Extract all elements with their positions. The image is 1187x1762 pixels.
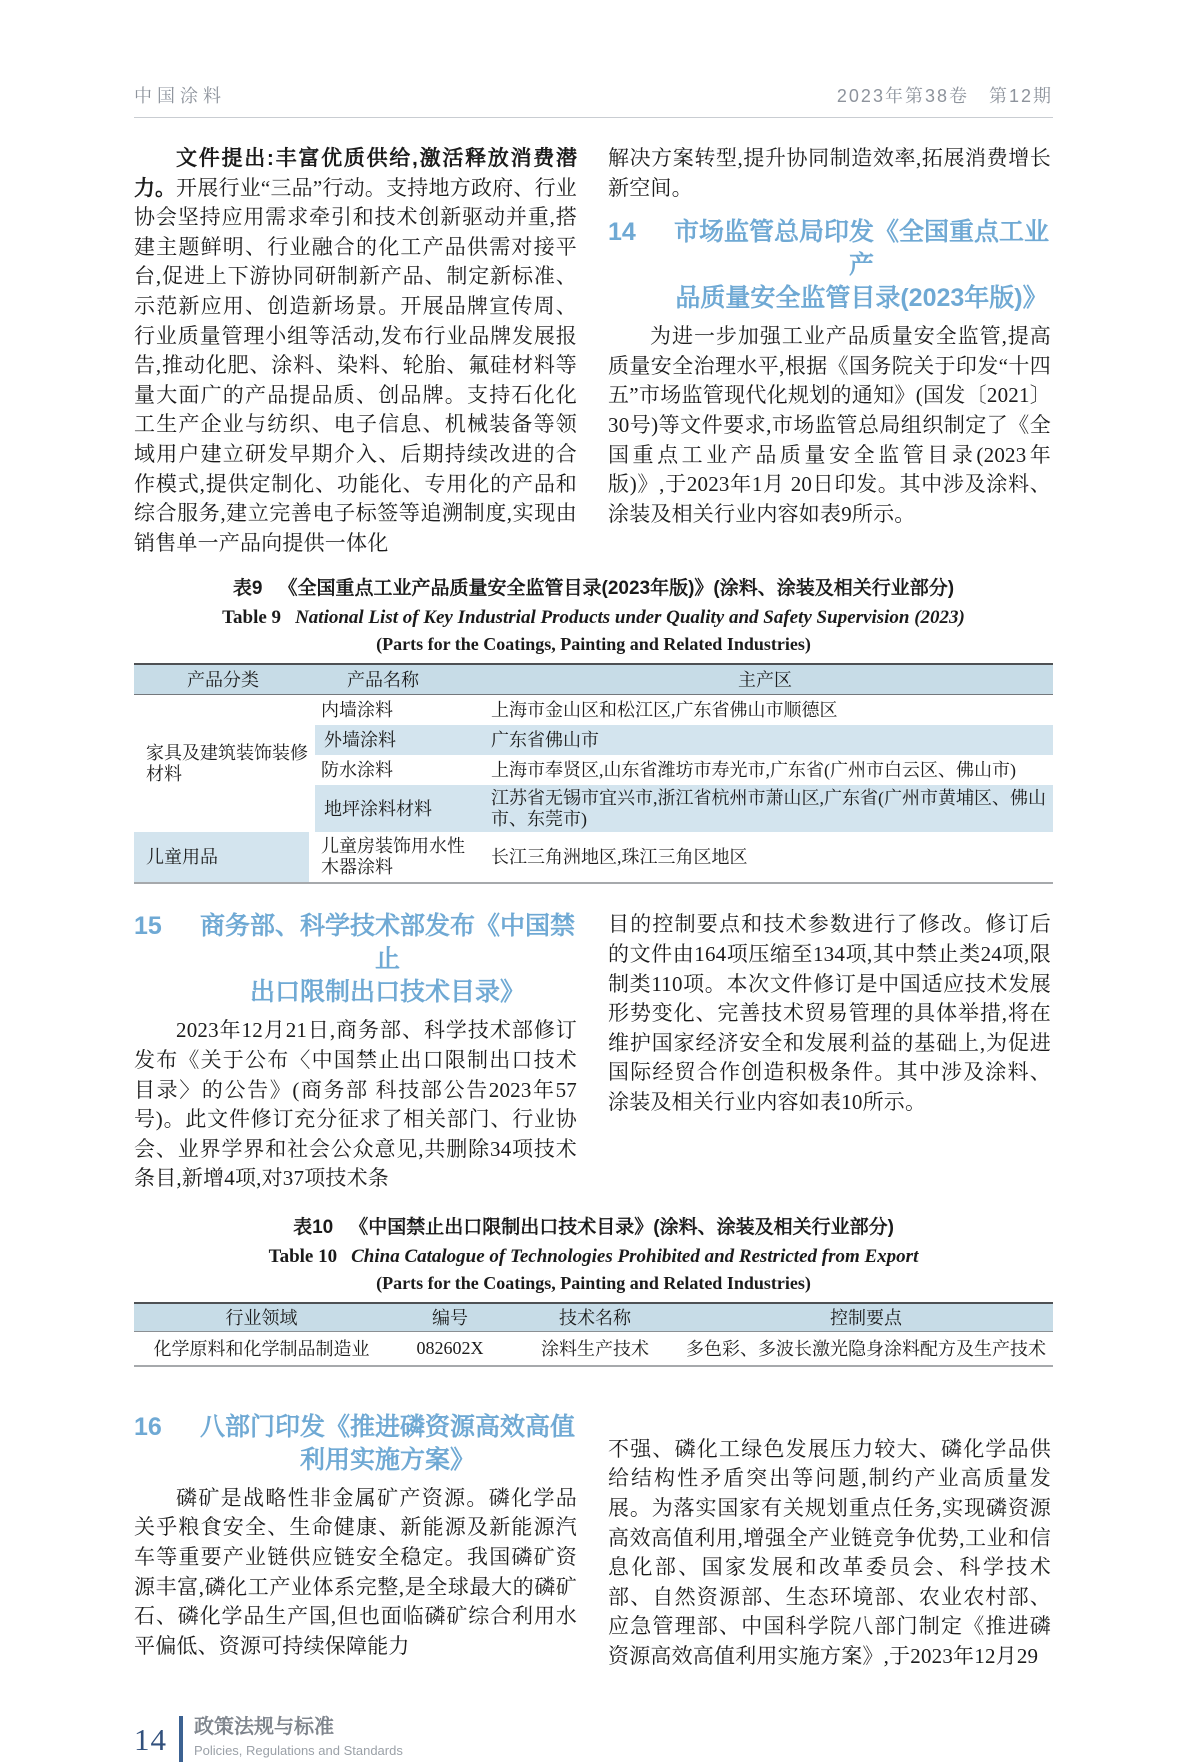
section14-title-line2: 品质量安全监管目录(2023年版)》 [675,284,1048,313]
table10-caption-cn-text: 《中国禁止出口限制出口技术目录》(涂料、涂装及相关行业部分) [349,1216,894,1238]
table10-header-code: 编号 [389,1304,511,1332]
intro-paragraph-left [134,144,577,558]
intro-paragraph-left-rest: 开展行业“三品”行动。支持地方政府、行业协会坚持应用需求牵引和技术创新驱动并重,搭建主题鲜明、行业融合的化工产品供需对接平台,促进上下游协同研制新产品、制定新标准、示范新应用、创造新场景。开展品牌宣传周、行业质量管理小组等活动,发布行业品牌发展报告,推动化肥、涂料、染料、轮胎、氟硅材料等量大面广的产品提品质、创品牌。支持石化化工生产企业与纺织、电子信息、机械装备等领域用户建立研发早期介入、后期持续改进的合作模式,提供定制化、功能化、专用化的产品和综合服务,建立完善电子标签等追溯制度,实现由销售单一产品向提供一体化 [134,175,578,555]
section16-title-line2: 利用实施方案》 [299,1445,475,1474]
table9-caption-cn-text: 《全国重点工业产品质量安全监管目录(2023年版)》(涂料、涂装及相关行业部分) [278,578,955,600]
section15-left-column [134,910,577,1194]
table9-caption-en [134,607,1053,629]
table9-caption-en-text: National List of Key Industrial Products under Quality and Safety Supervision (2023) [295,607,965,629]
table10-header-tech: 技术名称 [511,1304,679,1332]
section15-paragraph-right: 目的控制要点和技术参数进行了修改。修订后的文件由164项压缩至134项,其中禁止类24项,限制类110项。本次文件修订是中国适应技术发展形势变化、完善技术贸易管理的具体举措,将在维护国家经济安全和发展利益的基础上,为促进国际经贸合作创造积极条件。其中涉及涂料、涂装及相关行业内容如表10所示。 [608,912,1051,1114]
table9-caption-en2: (Parts for the Coatings, Painting and Related Industries) [376,634,811,655]
section15-title-line1: 商务部、科学技术部发布《中国禁止 [199,912,575,974]
table9-group-children: 儿童用品 [134,832,312,882]
intro-right-column [608,144,1051,529]
page-number: 14 [134,1721,167,1757]
table10-caption-en2: (Parts for the Coatings, Painting and Related Industries) [376,1272,811,1293]
intro-bold-lead: 文件提出:丰富优质供给,激活释放消费潜力。 [134,147,577,200]
table10-header-field: 行业领域 [134,1304,389,1332]
page-footer [134,1714,1053,1762]
section15-paragraph-left: 2023年12月21日,商务部、科学技术部修订发布《关于公布〈中国禁止出口限制出口技术目录〉的公告》(商务部 科技部公告2023年57号)。此文件修订充分征求了相关部门、行业协会、业界学界和社会公众意见,共删除34项技术条目,新增4项,对37项技术条 [134,1018,577,1191]
section14-paragraph: 为进一步加强工业产品质量安全监管,提高质量安全治理水平,根据《国务院关于印发“十四五”市场监管现代化规划的通知》(国发〔2021〕30号)等文件要求,市场监管总局组织制定了《全国重点工业产品质量安全监管目录(2023年版)》,于2023年1月 20日印发。其中涉及涂料、涂装及相关行业内容如表9所示。 [608,324,1051,526]
table9-cell-region: 江苏省无锡市宜兴市,浙江省杭州市萧山区,广东省(广州市黄埔区、佛山市、东莞市) [477,785,1053,832]
table10-cell-code: 082602X [416,1337,484,1358]
footer-section-labels [194,1714,403,1758]
table9 [134,663,1053,884]
section16-paragraph-right: 不强、磷化工绿色发展压力较大、磷化学品供给结构性矛盾突出等问题,制约产业高质量发展。为落实国家有关规划重点任务,实现磷资源高效高值利用,增强全产业链竞争优势,工业和信息化部、国家发展和改革委员会、科学技术部、自然资源部、生态环境部、农业农村部、应急管理部、中国科学院八部门制定《推进磷资源高效高值利用实施方案》,于2023年12月29 [608,1436,1051,1669]
section15-title [198,910,577,1009]
section16-paragraph-left: 磷矿是战略性非金属矿产资源。磷化学品关乎粮食安全、生命健康、新能源及新能源汽车等重要产业链供应链安全稳定。我国磷矿资源丰富,磷化工产业体系完整,是全球最大的磷矿石、磷化学品生产国,但也面临磷矿综合利用水平偏低、资源可持续保障能力 [134,1485,577,1658]
table10-caption [134,1212,1053,1294]
section15 [134,910,1053,1194]
table9-cell-product: 儿童房装饰用水性木器涂料 [321,836,465,878]
section16-title-line1: 八部门印发《推进磷资源高效高值 [199,1412,575,1441]
section14-number: 14 [608,218,636,247]
table9-caption-cn-label: 表9 [232,578,263,600]
section16-heading [134,1411,577,1477]
table9-caption [134,573,1053,655]
table9-cell-product: 内墙涂料 [321,700,393,721]
section16-right-column [608,1411,1051,1672]
intro-left-column [134,144,577,558]
table9-cell-product: 防水涂料 [321,760,393,781]
table9-caption-cn [134,573,1053,600]
table9-header-category: 产品分类 [134,665,312,695]
section14-title [672,216,1051,315]
table9-cell-region: 广东省佛山市 [477,725,1053,755]
footer-divider-bar [179,1716,183,1762]
table10-caption-en [134,1246,1053,1268]
section15-number: 15 [134,912,162,941]
section16 [134,1411,1053,1672]
running-head [134,82,1053,118]
journal-title: 中国涂料 [134,86,226,106]
table10-cell-control: 多色彩、多波长激光隐身涂料配方及生产技术 [686,1339,1046,1360]
table10 [134,1302,1053,1367]
intro-section [134,144,1053,558]
table9-header-product: 产品名称 [312,665,477,695]
table9-caption-en-label: Table 9 [222,607,282,629]
section16-left-column [134,1411,577,1662]
section15-right-column [608,910,1051,1117]
table9-cell-region: 长江三角洲地区,珠江三角区地区 [491,847,748,868]
table9-cell-product: 地坪涂料材料 [312,785,477,832]
table10-cell-field: 化学原料和化学制品制造业 [153,1339,370,1360]
footer-section-cn: 政策法规与标准 [194,1715,334,1738]
intro-paragraph-right: 解决方案转型,提升协同制造效率,拓展消费增长新空间。 [608,146,1051,200]
section16-number: 16 [134,1412,162,1441]
table10-caption-en-text: China Catalogue of Technologies Prohibited and Restricted from Export [351,1245,919,1267]
section14-title-line1: 市场监管总局印发《全国重点工业产 [673,218,1049,280]
section14-heading [608,216,1051,315]
table10-cell-tech: 涂料生产技术 [541,1339,649,1360]
table9-cell-region: 上海市金山区和松江区,广东省佛山市顺德区 [491,700,838,721]
table10-header-control: 控制要点 [679,1304,1053,1332]
table10-caption-cn-label: 表10 [293,1216,334,1238]
table9-cell-region: 上海市奉贤区,山东省潍坊市寿光市,广东省(广州市白云区、佛山市) [491,760,1016,781]
footer-section-en: Policies, Regulations and Standards [194,1742,403,1758]
issue-info: 2023年第38卷 第12期 [836,86,1053,106]
table9-cell-product: 外墙涂料 [312,725,477,755]
table10-caption-en-label: Table 10 [268,1245,338,1267]
section15-title-line2: 出口限制出口技术目录》 [249,978,525,1007]
section16-title [198,1411,577,1477]
table9-header-region: 主产区 [477,665,1053,695]
table9-group-furniture: 家具及建筑装饰装修材料 [146,742,308,784]
section15-heading [134,910,577,1009]
table10-caption-cn [134,1212,1053,1239]
